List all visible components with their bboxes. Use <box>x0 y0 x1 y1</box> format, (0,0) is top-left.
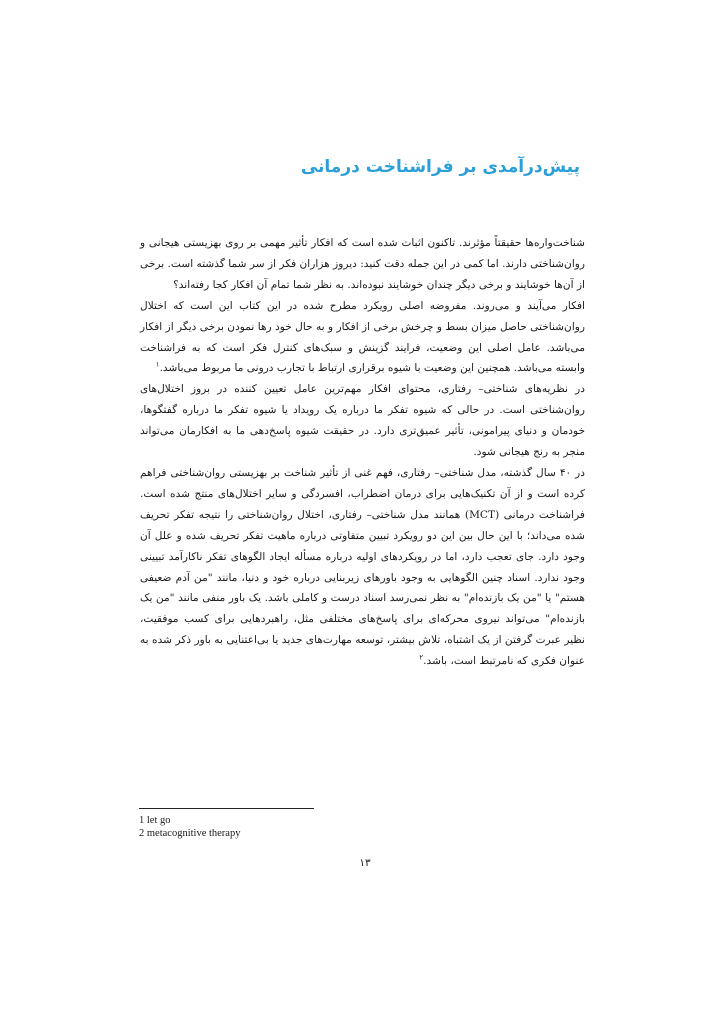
chapter-title: پیش‌درآمدی بر فراشناخت درمانی <box>300 157 580 177</box>
paragraph-2 <box>140 296 585 380</box>
footnotes <box>139 814 240 840</box>
paragraph-4 <box>140 463 585 672</box>
paragraph-1: شناخت‌واره‌ها حقیقتاً مؤثرند. تاکنون اثبات شده است که افکار تأثیر مهمی بر روی بهزیستی هیجانی و روان‌شناختی دارند. اما کمی در این جمله دقت کنید: دیروز هزاران فکر از سر شما گذشته است. برخی از آن‌ها خوشایند و برخی دیگر چندان خوشایند نبوده‌اند. به نظر شما تمام آن افکار کجا رفته‌اند؟ <box>140 237 585 291</box>
paragraph-3: در نظریه‌های شناختی– رفتاری، محتوای افکار مهم‌ترین عامل تعیین کننده در بروز اختلال‌های روان‌شناختی است. در حالی که شیوه تفکر ما درباره یک رویداد یا شیوه تفکر ما درباره گفتگوها، خودمان و دنیای پیرامونی، تأثیر عمیق‌تری دارد. در حقیقت شیوه پاسخ‌دهی ما به افکارمان می‌تواند منجر به رنج هیجانی شود. <box>140 383 585 459</box>
footnote-2: 2 metacognitive therapy <box>139 828 241 839</box>
paragraph-4-text: در ۴۰ سال گذشته، مدل شناختی– رفتاری، فهم غنی از تأثیر شناخت بر بهزیستی روان‌شناختی فراهم کرده است و از آن تکنیک‌هایی برای درمان اضطراب، افسردگی و سایر اختلال‌های منتج شده است. فراشناخت درمانی (MCT) همانند مدل شناختی– رفتاری، اختلال روان‌شناختی را نتیجه تفکر تحریف شده می‌داند؛ با این حال بین این دو رویکرد تبیین متفاوتی درباره ماهیت تفکر تحریف شده و علل آن وجود دارد. جای تعجب دارد، اما در رویکردهای اولیه درباره مسأله ایجاد الگوهای تفکر ناکارآمد تبیینی وجود ندارد. اسناد چنین الگوهایی به وجود باورهای زیربنایی درباره خود و دنیا، مانند "من آدم ضعیفی هستم" یا "من یک بازنده‌ام" به نظر نمی‌رسد اسناد درست و کاملی باشد. یک باور منفی مانند "من یک بازنده‌ام" می‌تواند نیروی محرکه‌ای برای پاسخ‌های مختلفی مثل، راهبردهایی برای کسب موفقیت، نظیر عبرت گرفتن از یک اشتباه، تلاش بیشتر، توسعه مهارت‌های جدید یا بی‌اعتنایی به باور ذکر شده به عنوان فکری که نامرتبط است، باشد. <box>140 466 585 668</box>
footnote-1: 1 let go <box>139 815 171 826</box>
page-number: ۱۳ <box>359 857 371 869</box>
paragraph-2-text: افکار می‌آیند و می‌روند. مفروضه اصلی رویکرد مطرح شده در این کتاب این است که اختلال روان‌شناختی حاصل میزان بسط و چرخش برخی از افکار و به حال خود رها نمودن برخی دیگر از افکار می‌باشد. عامل اصلی این وضعیت، فرایند گزینش و سبک‌های کنترل فکر است که به فراشناخت وابسته می‌باشد. همچنین این وضعیت با شیوه برقراری ارتباط با تجارب درونی ما مربوط می‌باشد. <box>140 299 585 375</box>
body-text <box>140 233 585 672</box>
footnote-ref-1: ۱ <box>155 360 160 369</box>
footnote-ref-2: ۲ <box>419 653 424 662</box>
footnote-divider <box>139 808 314 809</box>
